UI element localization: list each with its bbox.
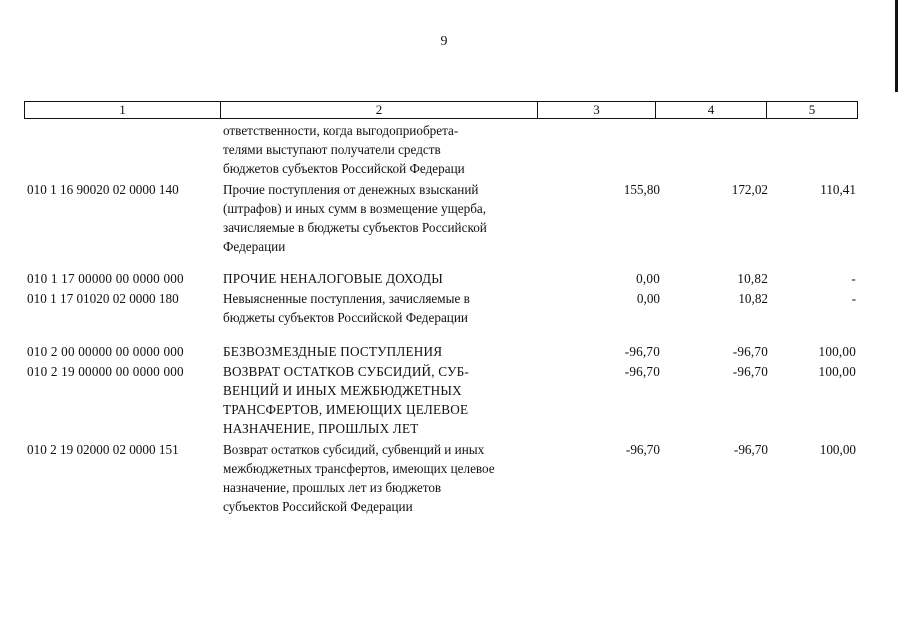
row-value-col4: 172,02 <box>731 182 768 197</box>
row-value-col4: 10,82 <box>737 271 768 286</box>
row-value-col4: -96,70 <box>733 442 768 457</box>
row-description: ПРОЧИЕ НЕНАЛОГОВЫЕ ДОХОДЫ <box>223 271 443 286</box>
row-value-col5: 110,41 <box>820 182 856 197</box>
row-value-col3: -96,70 <box>624 344 660 359</box>
header-col-3: 3 <box>538 102 656 118</box>
table-header <box>24 101 858 119</box>
row-value-col3: 0,00 <box>636 271 660 286</box>
row-code: 010 1 17 01020 02 0000 180 <box>27 291 179 306</box>
row-value-col3: 0,00 <box>636 291 660 306</box>
row-description: Возврат остатков субсидий, субвенций и иных межбюджетных трансфертов, имеющих целевое назначение, прошлых лет из бюджетов субъектов Российской Федерации <box>223 442 495 514</box>
row-value-col3: -96,70 <box>624 364 660 379</box>
row-value-col4: -96,70 <box>732 344 768 359</box>
header-col-4: 4 <box>656 102 767 118</box>
row-value-col3: 155,80 <box>623 182 660 197</box>
header-col-5: 5 <box>808 102 816 117</box>
row-value-col5: 100,00 <box>819 442 856 457</box>
row-description: БЕЗВОЗМЕЗДНЫЕ ПОСТУПЛЕНИЯ <box>223 344 443 359</box>
scan-edge-line <box>895 0 898 92</box>
header-col-1: 1 <box>25 102 221 118</box>
row-description: ответственности, когда выгодоприобрета- телями выступают получатели средств бюджетов субъектов Российской Федераци <box>223 123 465 176</box>
row-value-col3: -96,70 <box>625 442 660 457</box>
page-number: 9 <box>440 34 448 49</box>
row-description: Прочие поступления от денежных взысканий (штрафов) и иных сумм в возмещение ущерба, зачисляемые в бюджеты субъектов Российской Федерации <box>223 182 487 254</box>
row-value-col5: - <box>851 271 856 286</box>
row-description: Невыясненные поступления, зачисляемые в бюджеты субъектов Российской Федерации <box>223 291 470 325</box>
row-value-col5: - <box>851 291 856 306</box>
row-value-col5: 100,00 <box>818 344 856 359</box>
row-code: 010 2 19 00000 00 0000 000 <box>27 364 184 379</box>
row-value-col5: 100,00 <box>818 364 856 379</box>
header-col-2: 2 <box>221 102 538 118</box>
row-code: 010 1 17 00000 00 0000 000 <box>27 271 184 286</box>
row-value-col4: -96,70 <box>732 364 768 379</box>
row-description: ВОЗВРАТ ОСТАТКОВ СУБСИДИЙ, СУБ- ВЕНЦИЙ И ИНЫХ МЕЖБЮДЖЕТНЫХ ТРАНСФЕРТОВ, ИМЕЮЩИХ ЦЕЛЕВОЕ НАЗНАЧЕНИЕ, ПРОШЛЫХ ЛЕТ <box>223 364 469 436</box>
row-code: 010 2 00 00000 00 0000 000 <box>27 344 184 359</box>
row-code: 010 2 19 02000 02 0000 151 <box>27 442 179 457</box>
row-value-col4: 10,82 <box>738 291 768 306</box>
row-code: 010 1 16 90020 02 0000 140 <box>27 182 179 197</box>
